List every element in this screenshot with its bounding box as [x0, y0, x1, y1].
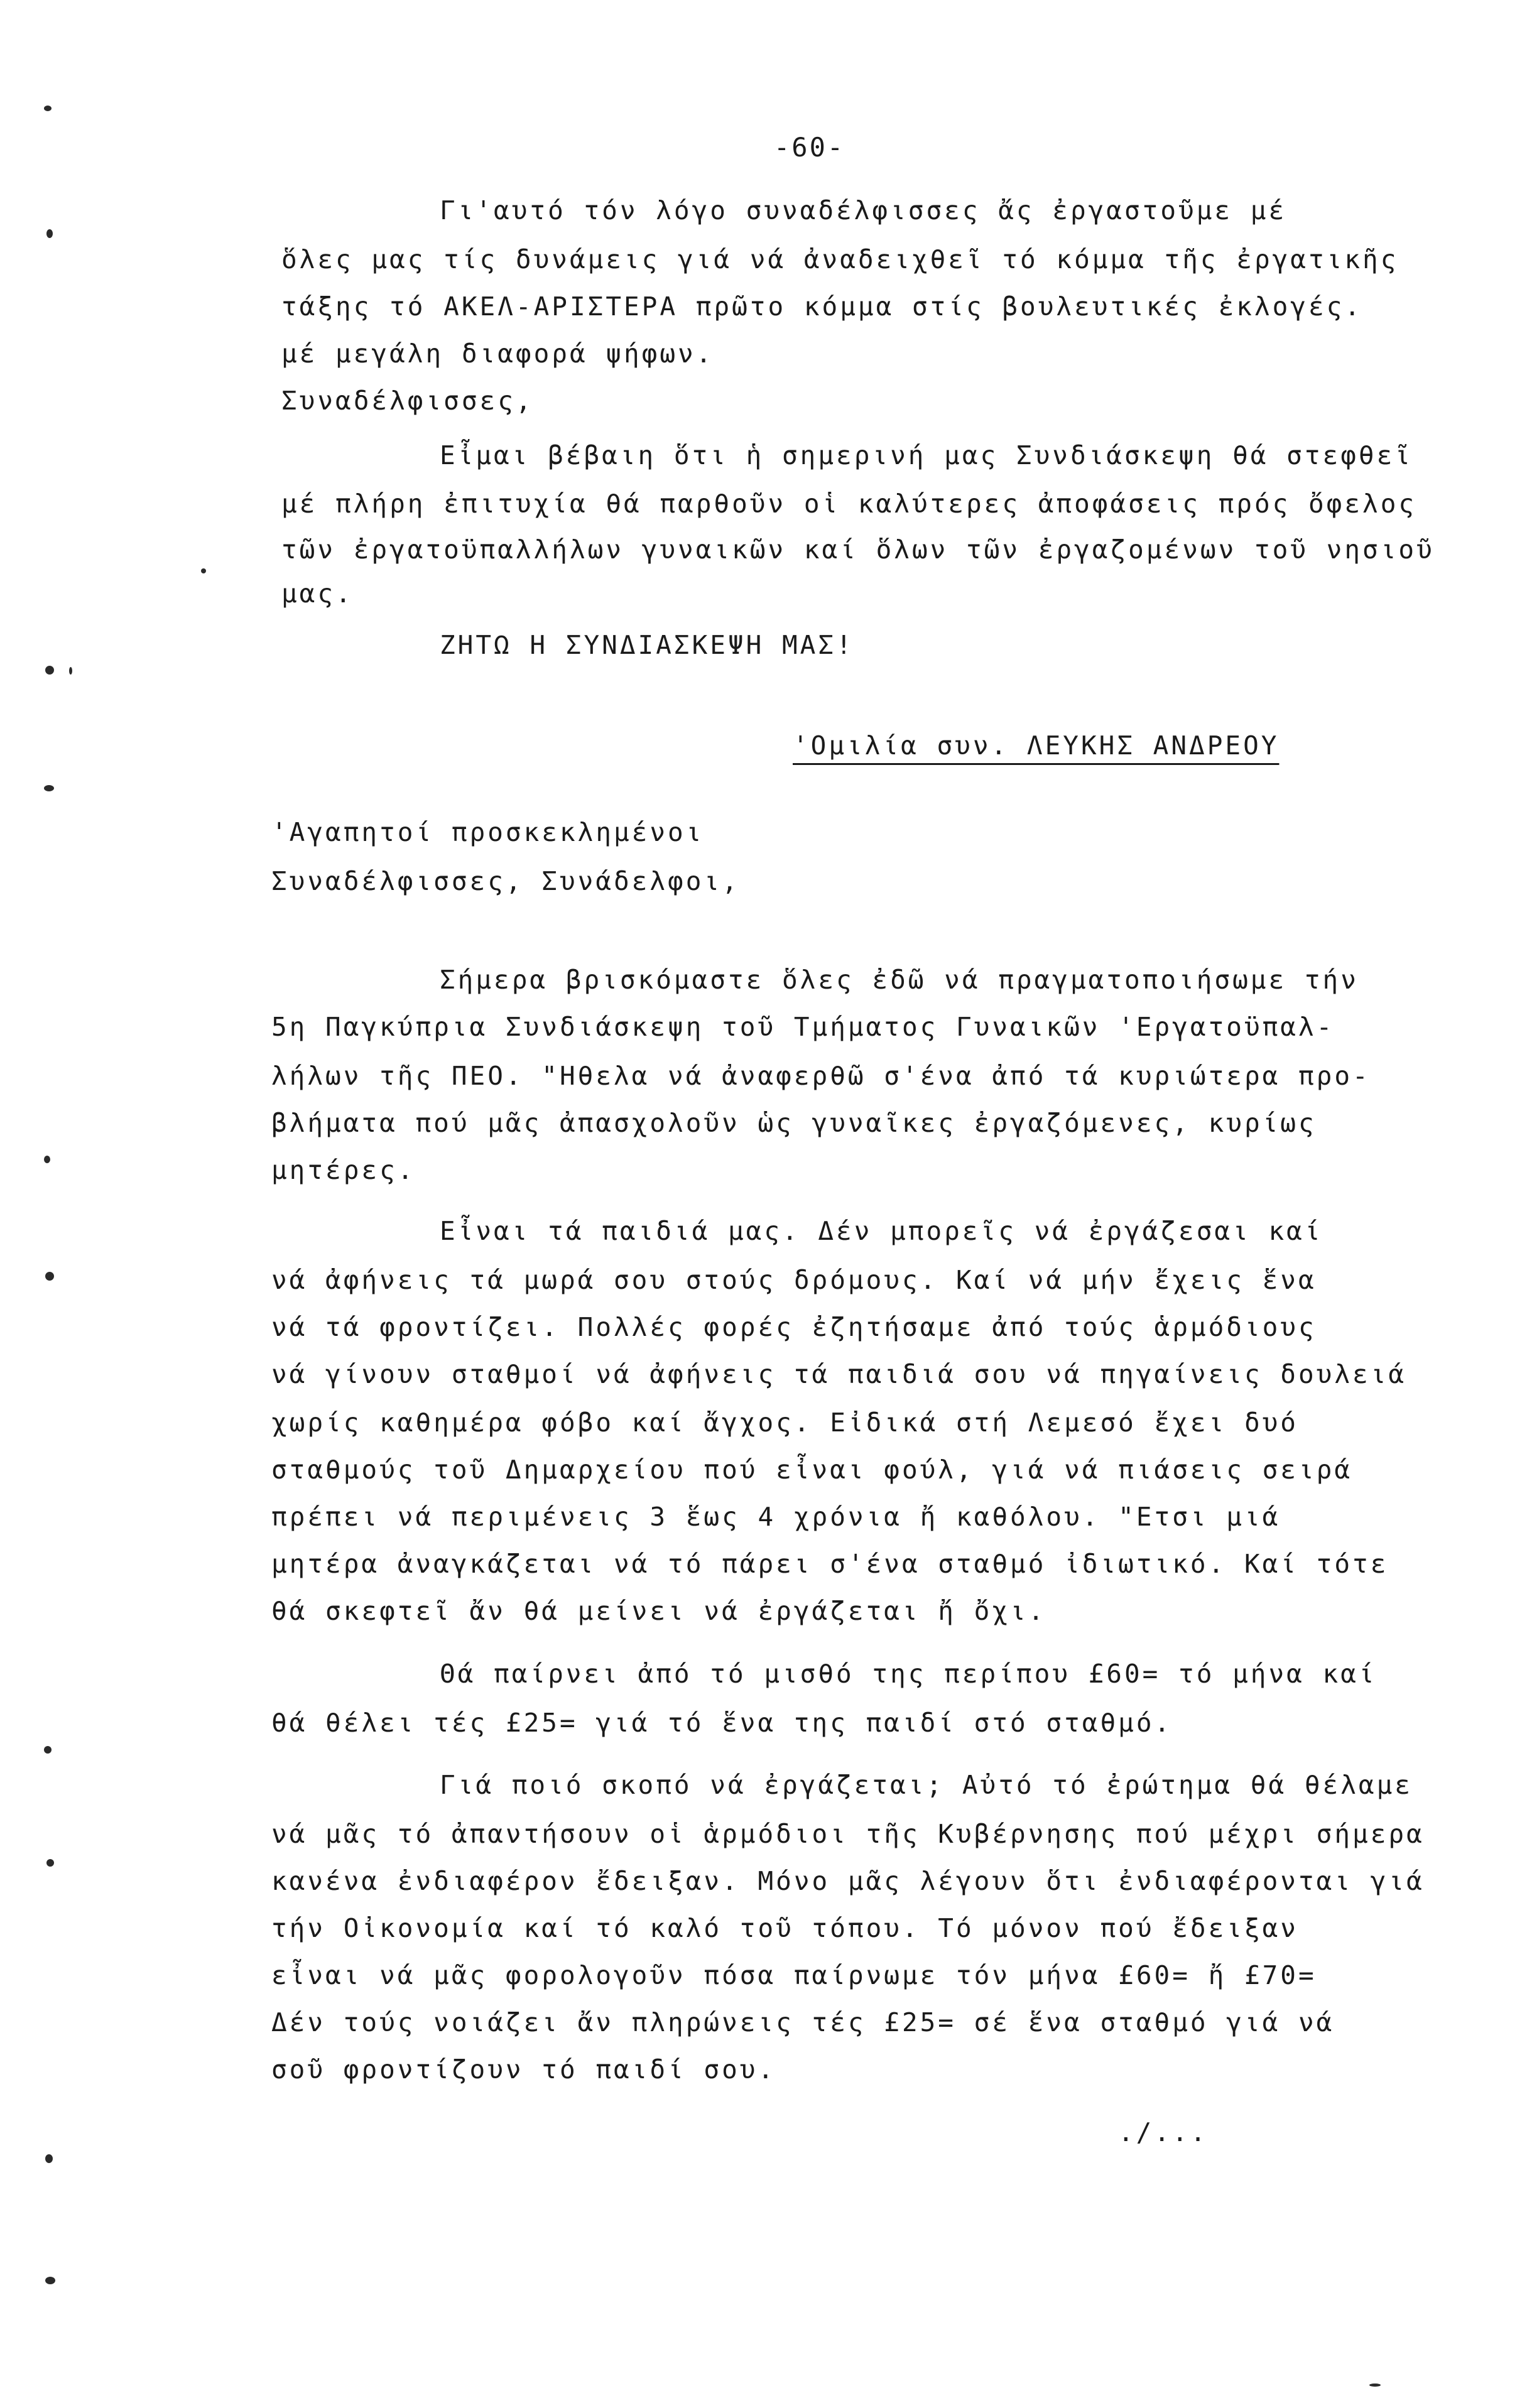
paragraph-1-line-2: ὅλες μας τίς δυνάμεις γιά νά ἀναδειχθεῖ τό κόμμα τῆς ἐργατικῆς — [281, 244, 1399, 274]
scan-speck — [44, 106, 52, 111]
scan-speck — [45, 1272, 54, 1281]
paragraph-6-line-1: Γιά ποιό σκοπό νά ἐργάζεται; Αὐτό τό ἐρώτημα θά θέλαμε — [440, 1770, 1413, 1800]
paragraph-6-line-6: Δέν τούς νοιάζει ἄν πληρώνεις τές £25= σέ ἕνα σταθμό γιά νά — [271, 2007, 1335, 2037]
paragraph-5-line-1: Θά παίρνει ἀπό τό μισθό της περίπου £60= τό μήνα καί — [440, 1659, 1377, 1689]
paragraph-2-line-3: τῶν ἐργατοϋπαλλήλων γυναικῶν καί ὅλων τῶν ἐργαζομένων τοῦ νησιοῦ — [281, 534, 1435, 565]
scan-speck — [45, 666, 54, 675]
paragraph-6-line-7: σοῦ φροντίζουν τό παιδί σου. — [271, 2054, 776, 2085]
paragraph-3-line-3: λήλων τῆς ΠΕΟ. "Ηθελα νά ἀναφερθῶ σ'ένα ἀπό τά κυριώτερα προ- — [271, 1061, 1371, 1091]
scan-speck — [46, 1859, 54, 1867]
scan-speck — [44, 1156, 50, 1163]
slogan: ΖΗΤΩ Η ΣΥΝΔΙΑΣΚΕΨΗ ΜΑΣ! — [440, 630, 854, 660]
paragraph-1-line-1: Γι'αυτό τόν λόγο συναδέλφισσες ἄς ἐργαστοῦμε μέ — [440, 195, 1287, 225]
scan-speck — [45, 2154, 53, 2163]
paragraph-3-line-4: βλήματα πού μᾶς ἀπασχολοῦν ὡς γυναῖκες ἐργαζόμενες, κυρίως — [271, 1108, 1317, 1138]
scan-speck — [201, 568, 206, 573]
speech-heading: 'Ομιλία συν. ΛΕΥΚΗΣ ΑΝΔΡΕΟΥ — [793, 730, 1280, 761]
paragraph-4-line-8: μητέρα ἀναγκάζεται νά τό πάρει σ'ένα σταθμό ἰδιωτικό. Καί τότε — [271, 1549, 1389, 1579]
paragraph-6-line-5: εἶναι νά μᾶς φορολογοῦν πόσα παίρνωμε τόν μήνα £60= ἤ £70= — [271, 1960, 1317, 1990]
scan-speck — [69, 667, 72, 675]
paragraph-5-line-2: θά θέλει τές £25= γιά τό ἕνα της παιδί στό σταθμό. — [271, 1708, 1173, 1738]
page-number: -60- — [774, 132, 845, 163]
paragraph-4-line-7: πρέπει νά περιμένεις 3 ἕως 4 χρόνια ἤ καθόλου. "Ετσι μιά — [271, 1502, 1281, 1532]
paragraph-6-line-3: κανένα ἐνδιαφέρον ἔδειξαν. Μόνο μᾶς λέγουν ὅτι ἐνδιαφέρονται γιά — [271, 1866, 1425, 1896]
paragraph-4-line-3: νά τά φροντίζει. Πολλές φορές ἐζητήσαμε ἀπό τούς ἁρμόδιους — [271, 1312, 1317, 1342]
paragraph-1-line-4: μέ μεγάλη διαφορά ψήφων. — [281, 339, 714, 369]
scan-speck — [44, 785, 54, 791]
paragraph-3-line-2: 5η Παγκύπρια Συνδιάσκεψη τοῦ Τμήματος Γυναικῶν 'Εργατοϋπαλ- — [271, 1012, 1335, 1042]
paragraph-4-line-5: χωρίς καθημέρα φόβο καί ἄγχος. Εἰδικά στή Λεμεσό ἔχει δυό — [271, 1407, 1298, 1438]
salutation-colleagues: Συναδέλφισσες, — [281, 386, 534, 416]
scan-speck — [44, 1746, 52, 1754]
paragraph-4-line-9: θά σκεφτεῖ ἄν θά μείνει νά ἐργάζεται ἤ ὄχι. — [271, 1596, 1046, 1626]
paragraph-3-line-1: Σήμερα βρισκόμαστε ὅλες ἐδῶ νά πραγματοποιήσωμε τήν — [440, 965, 1359, 995]
paragraph-4-line-1: Εἶναι τά παιδιά μας. Δέν μπορεῖς νά ἐργάζεσαι καί — [440, 1216, 1323, 1246]
scan-speck — [45, 2277, 55, 2284]
paragraph-2-line-4: μας. — [281, 578, 354, 609]
paragraph-2-line-1: Εἶμαι βέβαιη ὅτι ἡ σημερινή μας Συνδιάσκεψη θά στεφθεῖ — [440, 440, 1413, 470]
paragraph-4-line-4: νά γίνουν σταθμοί νά ἀφήνεις τά παιδιά σου νά πηγαίνεις δουλειά — [271, 1359, 1407, 1389]
paragraph-3-line-5: μητέρες. — [271, 1155, 416, 1185]
scan-speck — [46, 229, 53, 238]
paragraph-4-line-2: νά ἀφήνεις τά μωρά σου στούς δρόμους. Καί νά μήν ἔχεις ἕνα — [271, 1265, 1317, 1295]
paragraph-6-line-4: τήν Οἰκονομία καί τό καλό τοῦ τόπου. Τό μόνον πού ἔδειξαν — [271, 1913, 1298, 1943]
greeting-line-1: 'Αγαπητοί προσκεκλημένοι — [271, 817, 704, 847]
paragraph-2-line-2: μέ πλήρη ἐπιτυχία θά παρθοῦν οἱ καλύτερες ἀποφάσεις πρός ὄφελος — [281, 489, 1417, 519]
paragraph-1-line-3: τάξης τό ΑΚΕΛ-ΑΡΙΣΤΕΡΑ πρῶτο κόμμα στίς βουλευτικές ἐκλογές. — [281, 291, 1363, 322]
continuation-mark: ./... — [1118, 2117, 1209, 2147]
scan-speck — [1369, 2384, 1381, 2387]
greeting-line-2: Συναδέλφισσες, Συνάδελφοι, — [271, 866, 740, 896]
paragraph-6-line-2: νά μᾶς τό ἀπαντήσουν οἱ ἁρμόδιοι τῆς Κυβέρνησης πού μέχρι σήμερα — [271, 1819, 1425, 1849]
paragraph-4-line-6: σταθμούς τοῦ Δημαρχείου πού εἶναι φούλ, γιά νά πιάσεις σειρά — [271, 1455, 1353, 1485]
